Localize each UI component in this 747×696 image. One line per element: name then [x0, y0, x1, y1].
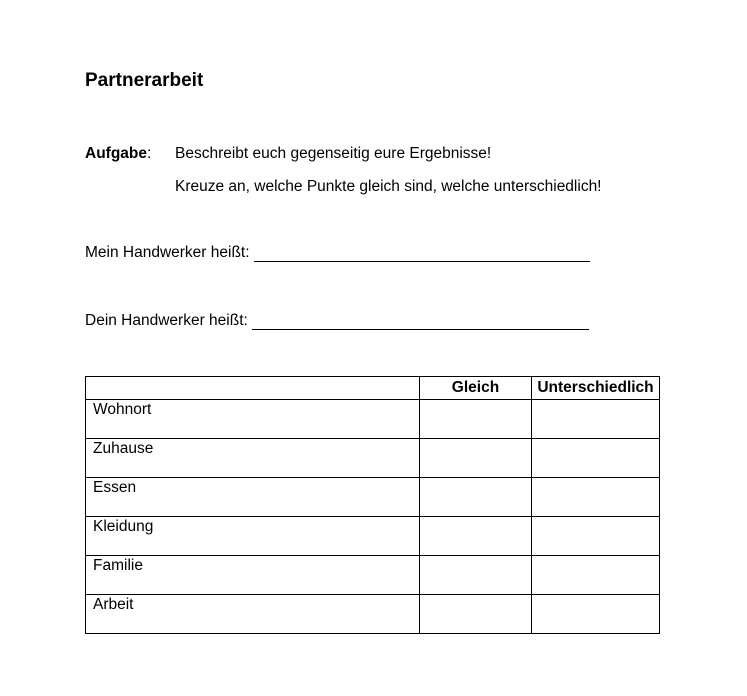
different-checkbox-cell[interactable] [532, 517, 660, 556]
table-row [86, 595, 660, 634]
different-checkbox-cell[interactable] [532, 595, 660, 634]
same-checkbox-cell[interactable] [420, 400, 532, 439]
your-craftsman-label: Dein Handwerker heißt: [85, 312, 248, 329]
header-item [86, 377, 420, 400]
task-label-text: Aufgabe [85, 145, 147, 162]
your-craftsman-line [85, 312, 589, 330]
same-checkbox-cell[interactable] [420, 556, 532, 595]
table-row [86, 556, 660, 595]
row-label: Familie [86, 556, 420, 595]
same-checkbox-cell[interactable] [420, 595, 532, 634]
task-instruction-1: Beschreibt euch gegenseitig eure Ergebnisse! [175, 145, 492, 162]
my-craftsman-blank[interactable] [254, 245, 590, 262]
row-label: Zuhause [86, 439, 420, 478]
task-instruction-2: Kreuze an, welche Punkte gleich sind, welche unterschiedlich! [175, 178, 602, 195]
task-label-colon: : [147, 145, 152, 162]
table-row [86, 439, 660, 478]
table-header-row [86, 377, 660, 400]
my-craftsman-label: Mein Handwerker heißt: [85, 244, 250, 261]
different-checkbox-cell[interactable] [532, 400, 660, 439]
row-label: Kleidung [86, 517, 420, 556]
header-different: Unterschiedlich [532, 377, 660, 400]
page-title: Partnerarbeit [85, 70, 204, 91]
row-label: Arbeit [86, 595, 420, 634]
your-craftsman-blank[interactable] [252, 313, 589, 330]
header-same: Gleich [420, 377, 532, 400]
my-craftsman-line [85, 244, 590, 262]
table-row [86, 478, 660, 517]
same-checkbox-cell[interactable] [420, 439, 532, 478]
row-label: Essen [86, 478, 420, 517]
different-checkbox-cell[interactable] [532, 478, 660, 517]
same-checkbox-cell[interactable] [420, 517, 532, 556]
same-checkbox-cell[interactable] [420, 478, 532, 517]
row-label: Wohnort [86, 400, 420, 439]
table-row [86, 400, 660, 439]
different-checkbox-cell[interactable] [532, 439, 660, 478]
different-checkbox-cell[interactable] [532, 556, 660, 595]
comparison-table [85, 376, 660, 634]
table-row [86, 517, 660, 556]
task-label [85, 145, 151, 163]
